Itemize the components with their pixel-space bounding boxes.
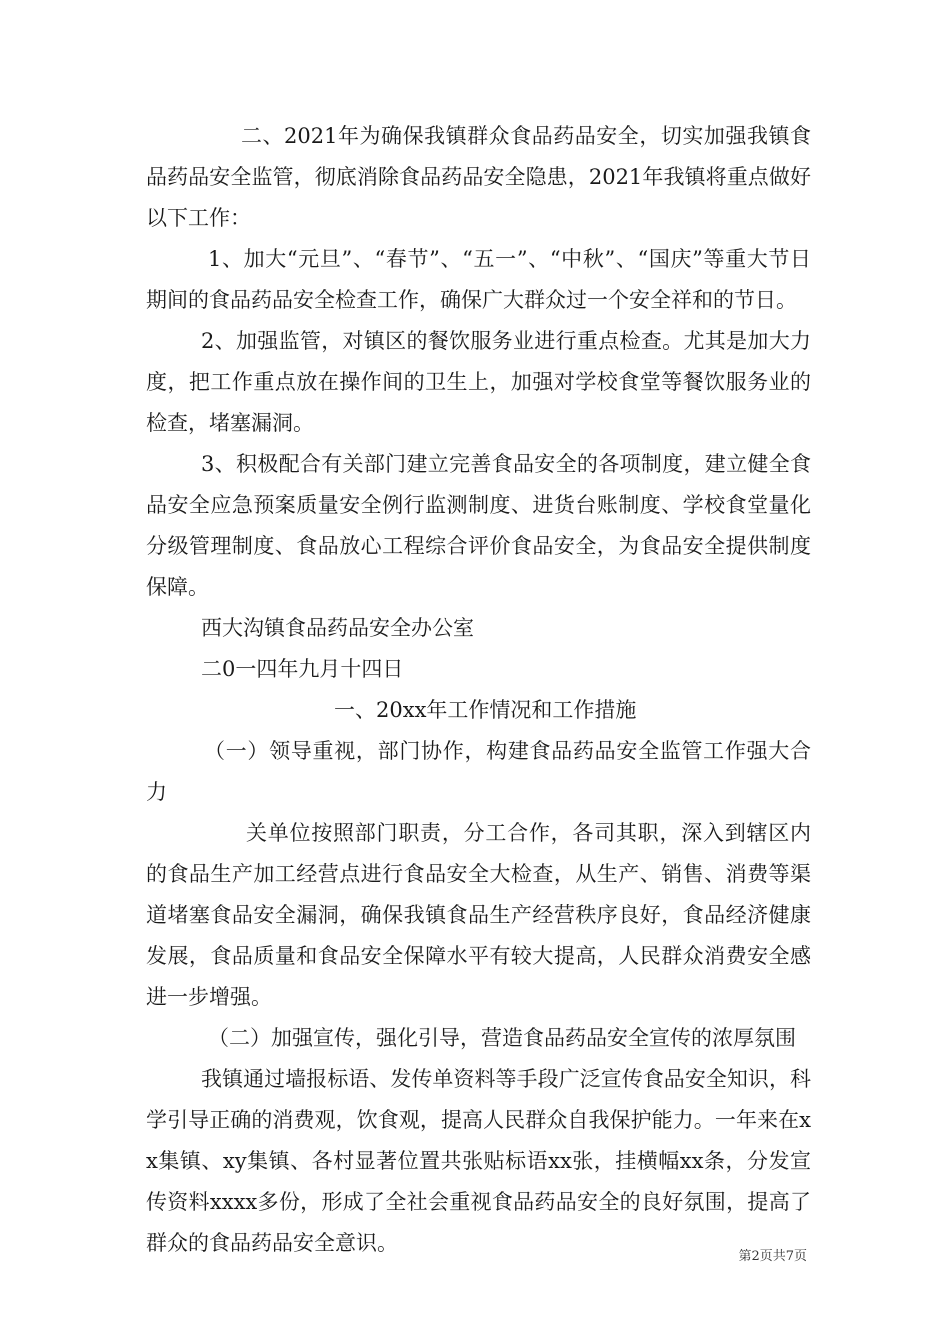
- paragraph-item-1: 1、加大“元旦”、“春节”、“五一”、“中秋”、“国庆”等重大节日期间的食品药品安全检查工作，确保广大群众过一个安全祥和的节日。: [146, 247, 811, 312]
- paragraph-publicity: 我镇通过墙报标语、发传单资料等手段广泛宣传食品安全知识，科学引导正确的消费观，饮食观，提高人民群众自我保护能力。一年来在xx集镇、xy集镇、各村显著位置共张贴标语xx张，挂横幅xx条，分发宣传资料xxxx多份，形成了全社会重视食品药品安全的良好氛围，提高了群众的食品药品安全意识。: [146, 1067, 811, 1255]
- paragraph-item-3: 3、积极配合有关部门建立完善食品安全的各项制度，建立健全食品安全应急预案质量安全例行监测制度、进货台账制度、学校食堂量化分级管理制度、食品放心工程综合评价食品安全，为食品安全提供制度保障。: [146, 452, 811, 599]
- subsection-heading-2: （二）加强宣传，强化引导，营造食品药品安全宣传的浓厚氛围: [208, 1026, 796, 1050]
- subsection-heading-1: （一）领导重视，部门协作，构建食品药品安全监管工作强大合力: [146, 739, 811, 804]
- paragraph-inspection: 关单位按照部门职责，分工合作，各司其职，深入到辖区内的食品生产加工经营点进行食品安全大检查，从生产、销售、消费等渠道堵塞食品安全漏洞，确保我镇食品生产经营秩序良好，食品经济健康发展，食品质量和食品安全保障水平有较大提高，人民群众消费安全感进一步增强。: [146, 821, 811, 1009]
- paragraph-item-2: 2、加强监管，对镇区的餐饮服务业进行重点检查。尤其是加大力度，把工作重点放在操作间的卫生上，加强对学校食堂等餐饮服务业的检查，堵塞漏洞。: [146, 329, 811, 435]
- page-number: 第2页共7页: [738, 1249, 807, 1264]
- signature-date: 二0一四年九月十四日: [201, 657, 404, 681]
- signature-office: 西大沟镇食品药品安全办公室: [201, 616, 474, 640]
- document-body: [146, 116, 811, 1264]
- paragraph-work-plan-intro: 二、2021年为确保我镇群众食品药品安全，切实加强我镇食品药品安全监管，彻底消除食品药品安全隐患，2021年我镇将重点做好以下工作：: [146, 124, 811, 230]
- section-heading: 一、20xx年工作情况和工作措施: [334, 698, 637, 722]
